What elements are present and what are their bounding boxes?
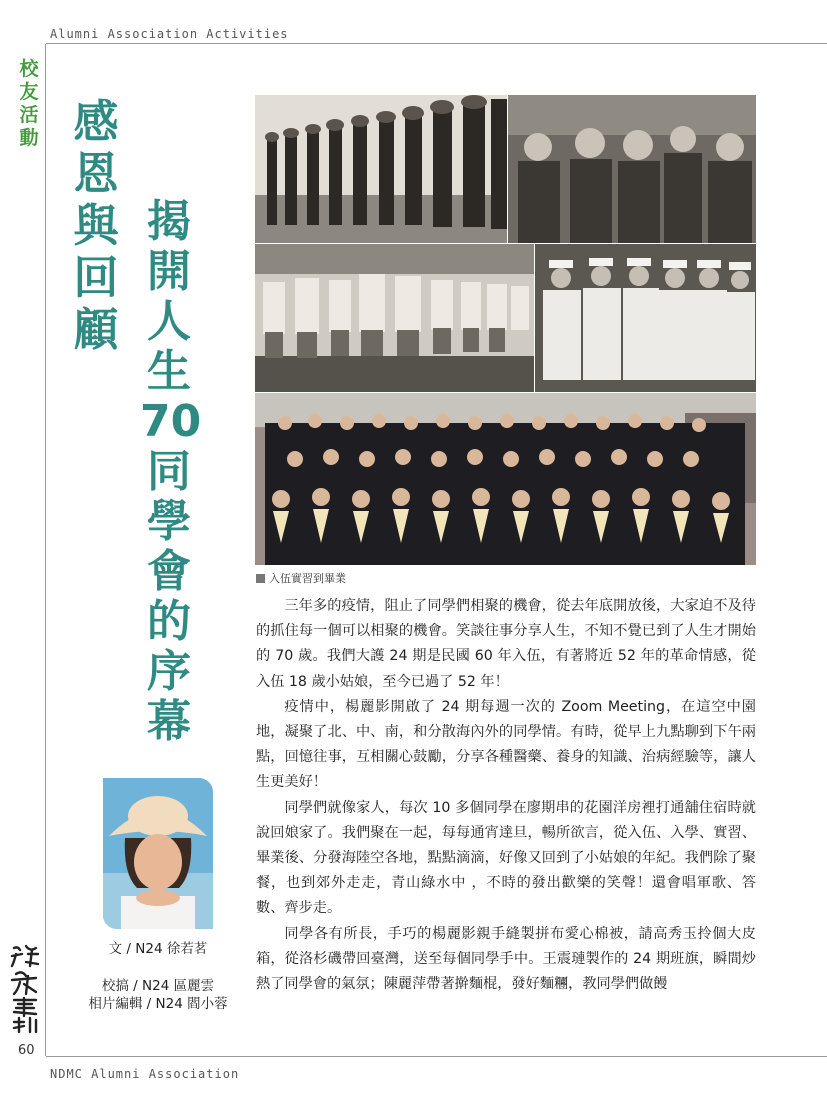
caption-marker	[256, 574, 265, 583]
article-paragraph: 同學各有所長，手巧的楊麗影親手縫製拼布愛心棉被，請高秀玉拎個大皮箱，從洛杉磯帶回臺灣，送至每個同學手中。王震璉製作的 24 期班旗，瞬間炒熱了同學會的氣氛；陳麗萍帶著擀麵棍，發好麵糰，教同學們做饅	[256, 925, 756, 993]
author-portrait	[103, 778, 213, 929]
side-divider	[45, 44, 46, 1056]
side-section-label: 校友活動	[19, 58, 39, 149]
article-paragraph: 三年多的疫情，阻止了同學們相聚的機會，從去年底開放後，大家迫不及待的抓住每一個可以相聚的機會。笑談往事分享人生，不知不覺已到了人生才開始的 70 歲。我們大護 24 期是民國 60 年入伍，有著將近 52 年的革命情感，從入伍 18 歲小姑娘，至今已過了 52 年！	[256, 598, 756, 690]
article-title: 感恩與回顧	[73, 95, 119, 356]
magazine-calligraphy-logo	[8, 942, 42, 1034]
page-number: 60	[18, 1043, 35, 1058]
article-body	[256, 594, 756, 997]
credit-editor: 校搞 / N24 區麗雲	[101, 978, 215, 994]
header-section-title: Alumni Association Activities	[50, 27, 289, 41]
article-paragraph: 同學們就像家人，每次 10 多個同學在廖期串的花園洋房裡打通舖住宿時就說回娘家了。我們聚在一起，每每通宵達旦，暢所欲言，從入伍、入學、實習、畢業後、分發海陸空各地，點點滴滴，好像又回到了小姑娘的年紀。我們除了聚餐，也到郊外走走，青山綠水中 ，不時的發出歡樂的笑聲！還會唱軍歌、答數、齊步走。	[256, 799, 756, 917]
footer-divider	[46, 1056, 827, 1057]
footer-org-name: NDMC Alumni Association	[50, 1067, 240, 1081]
header-divider	[46, 43, 827, 44]
photo-women-marching	[255, 244, 534, 392]
photo-caption	[256, 570, 346, 586]
photo-nurses-seated	[535, 244, 756, 392]
photo-caption-text: 入伍實習到畢業	[269, 572, 346, 585]
credit-photo-editor: 相片編輯 / N24 閻小蓉	[88, 996, 228, 1012]
article-paragraph: 疫情中，楊麗影開啟了 24 期每週一次的 Zoom Meeting，在這空中園地，凝聚了北、中、南，和分散海內外的同學情。有時，從早上九點聊到下午兩點，回憶往事，互相關心鼓勵，分享各種醫藥、養身的知識、治病經驗等，讓人生更美好！	[256, 698, 756, 791]
credit-author: 文 / N24 徐若茗	[108, 941, 208, 957]
photo-soldiers-marching	[255, 95, 507, 243]
photo-graduation-group	[255, 393, 756, 565]
article-subtitle: 揭開人生70同學會的序幕	[140, 196, 202, 747]
photo-uniform-group	[508, 95, 756, 243]
